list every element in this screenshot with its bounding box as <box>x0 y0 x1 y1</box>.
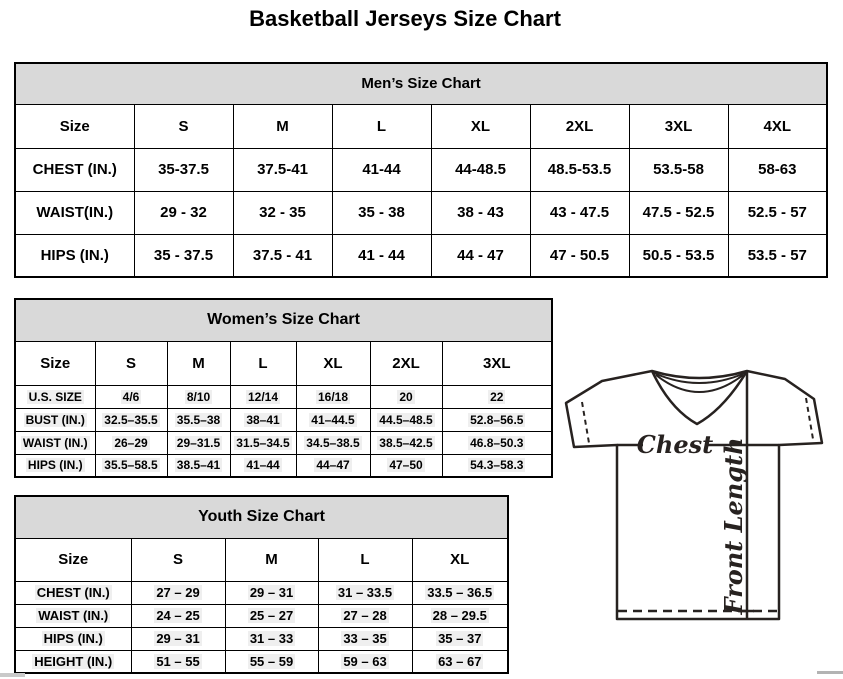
women-column-header: M <box>167 341 230 385</box>
women-cell-value: 12/14 <box>230 385 296 408</box>
jersey-measurement-diagram <box>558 367 834 627</box>
men-cell-value: 37.5 - 41 <box>233 234 332 277</box>
women-cell-value: 41–44.5 <box>296 408 370 431</box>
men-cell-value: 32 - 35 <box>233 191 332 234</box>
women-cell-value: 32.5–35.5 <box>95 408 167 431</box>
men-cell-value: 44 - 47 <box>431 234 530 277</box>
women-cell-value: 47–50 <box>370 454 442 477</box>
men-cell-value: 53.5-58 <box>629 148 728 191</box>
men-table-row <box>15 191 827 234</box>
youth-table-row <box>15 604 508 627</box>
women-cell-value: 52.8–56.5 <box>442 408 552 431</box>
men-cell-value: 41-44 <box>332 148 431 191</box>
men-column-header: 2XL <box>530 104 629 148</box>
men-cell-value: 44-48.5 <box>431 148 530 191</box>
youth-column-header: XL <box>412 538 508 581</box>
women-size-column-label: Size <box>15 341 95 385</box>
youth-cell-value: 27 – 29 <box>131 581 225 604</box>
women-table-row <box>15 454 552 477</box>
youth-row-label: WAIST (IN.) <box>15 604 131 627</box>
women-cell-value: 8/10 <box>167 385 230 408</box>
men-cell-value: 50.5 - 53.5 <box>629 234 728 277</box>
women-column-header: XL <box>296 341 370 385</box>
womens-size-table <box>14 298 553 478</box>
youth-column-header: S <box>131 538 225 581</box>
men-chart-title: Men’s Size Chart <box>15 63 827 104</box>
men-table-row <box>15 148 827 191</box>
women-cell-value: 44.5–48.5 <box>370 408 442 431</box>
women-cell-value: 38.5–42.5 <box>370 431 442 454</box>
women-cell-value: 44–47 <box>296 454 370 477</box>
youth-cell-value: 31 – 33 <box>225 627 318 650</box>
women-cell-value: 4/6 <box>95 385 167 408</box>
women-table-row <box>15 408 552 431</box>
men-column-header: L <box>332 104 431 148</box>
women-table-row <box>15 385 552 408</box>
chest-label: Chest <box>636 430 714 459</box>
men-row-label: WAIST(IN.) <box>15 191 134 234</box>
youth-table-row <box>15 581 508 604</box>
women-row-label: U.S. SIZE <box>15 385 95 408</box>
youth-cell-value: 25 – 27 <box>225 604 318 627</box>
jersey-outline <box>566 371 822 619</box>
women-row-label: WAIST (IN.) <box>15 431 95 454</box>
mens-size-chart-section <box>14 62 826 278</box>
youth-cell-value: 33 – 35 <box>318 627 412 650</box>
youth-chart-title: Youth Size Chart <box>15 496 508 538</box>
women-cell-value: 35.5–58.5 <box>95 454 167 477</box>
men-table-row <box>15 234 827 277</box>
youth-row-label: HIPS (IN.) <box>15 627 131 650</box>
men-column-header: XL <box>431 104 530 148</box>
women-row-label: BUST (IN.) <box>15 408 95 431</box>
women-cell-value: 29–31.5 <box>167 431 230 454</box>
men-cell-value: 53.5 - 57 <box>728 234 827 277</box>
women-cell-value: 16/18 <box>296 385 370 408</box>
page-title: Basketball Jerseys Size Chart <box>249 6 561 31</box>
men-cell-value: 29 - 32 <box>134 191 233 234</box>
men-row-label: HIPS (IN.) <box>15 234 134 277</box>
youth-cell-value: 35 – 37 <box>412 627 508 650</box>
men-column-header: S <box>134 104 233 148</box>
men-column-header: M <box>233 104 332 148</box>
men-cell-value: 37.5-41 <box>233 148 332 191</box>
youth-size-table <box>14 495 509 674</box>
men-row-label: CHEST (IN.) <box>15 148 134 191</box>
mens-size-table <box>14 62 828 278</box>
youth-row-label: HEIGHT (IN.) <box>15 650 131 673</box>
women-cell-value: 20 <box>370 385 442 408</box>
youth-cell-value: 55 – 59 <box>225 650 318 673</box>
youth-column-header: L <box>318 538 412 581</box>
women-cell-value: 26–29 <box>95 431 167 454</box>
youth-row-label: CHEST (IN.) <box>15 581 131 604</box>
men-cell-value: 35 - 37.5 <box>134 234 233 277</box>
men-column-header: 4XL <box>728 104 827 148</box>
youth-cell-value: 31 – 33.5 <box>318 581 412 604</box>
men-cell-value: 43 - 47.5 <box>530 191 629 234</box>
men-cell-value: 35 - 38 <box>332 191 431 234</box>
men-cell-value: 47.5 - 52.5 <box>629 191 728 234</box>
youth-cell-value: 33.5 – 36.5 <box>412 581 508 604</box>
men-cell-value: 58-63 <box>728 148 827 191</box>
youth-table-row <box>15 650 508 673</box>
women-cell-value: 34.5–38.5 <box>296 431 370 454</box>
men-cell-value: 35-37.5 <box>134 148 233 191</box>
scrollbar-fragment-right[interactable] <box>817 671 843 674</box>
youth-cell-value: 59 – 63 <box>318 650 412 673</box>
women-cell-value: 35.5–38 <box>167 408 230 431</box>
women-cell-value: 31.5–34.5 <box>230 431 296 454</box>
youth-cell-value: 51 – 55 <box>131 650 225 673</box>
women-column-header: 3XL <box>442 341 552 385</box>
women-column-header: 2XL <box>370 341 442 385</box>
women-cell-value: 46.8–50.3 <box>442 431 552 454</box>
men-cell-value: 41 - 44 <box>332 234 431 277</box>
women-cell-value: 22 <box>442 385 552 408</box>
youth-cell-value: 29 – 31 <box>131 627 225 650</box>
women-cell-value: 38.5–41 <box>167 454 230 477</box>
women-row-label: HIPS (IN.) <box>15 454 95 477</box>
men-cell-value: 48.5-53.5 <box>530 148 629 191</box>
women-cell-value: 41–44 <box>230 454 296 477</box>
youth-cell-value: 24 – 25 <box>131 604 225 627</box>
womens-size-chart-section <box>14 298 551 478</box>
scrollbar-fragment-left[interactable] <box>0 673 25 677</box>
youth-cell-value: 29 – 31 <box>225 581 318 604</box>
women-table-row <box>15 431 552 454</box>
youth-cell-value: 27 – 28 <box>318 604 412 627</box>
women-cell-value: 54.3–58.3 <box>442 454 552 477</box>
youth-size-column-label: Size <box>15 538 131 581</box>
men-size-column-label: Size <box>15 104 134 148</box>
front-length-label: Front Length <box>719 437 748 615</box>
men-column-header: 3XL <box>629 104 728 148</box>
men-cell-value: 52.5 - 57 <box>728 191 827 234</box>
youth-size-chart-section <box>14 495 507 674</box>
women-column-header: L <box>230 341 296 385</box>
youth-cell-value: 63 – 67 <box>412 650 508 673</box>
women-chart-title: Women’s Size Chart <box>15 299 552 341</box>
youth-cell-value: 28 – 29.5 <box>412 604 508 627</box>
youth-column-header: M <box>225 538 318 581</box>
women-cell-value: 38–41 <box>230 408 296 431</box>
jersey-illustration <box>558 367 834 627</box>
youth-table-row <box>15 627 508 650</box>
men-cell-value: 47 - 50.5 <box>530 234 629 277</box>
women-column-header: S <box>95 341 167 385</box>
men-cell-value: 38 - 43 <box>431 191 530 234</box>
